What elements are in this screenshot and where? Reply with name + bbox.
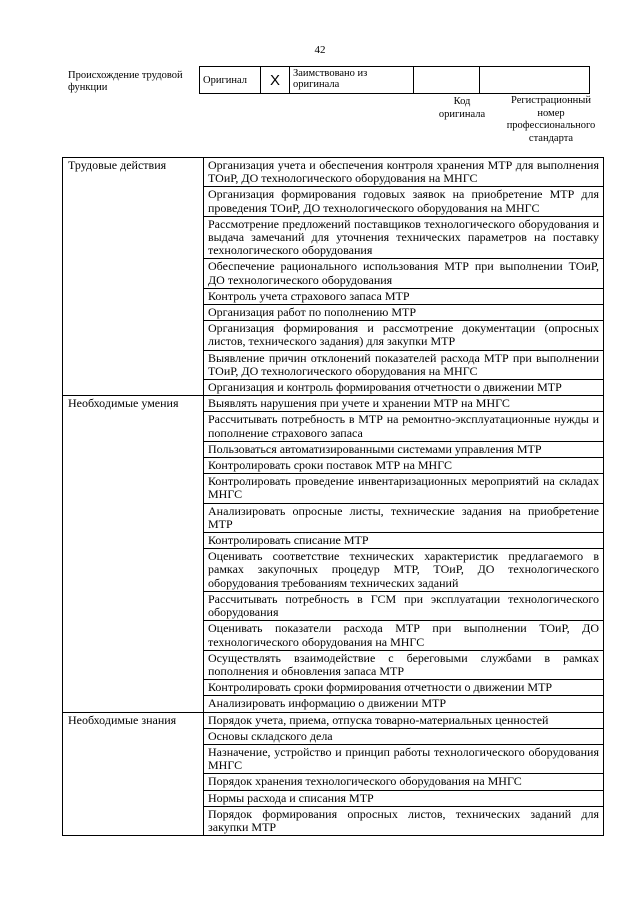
origin-label: Происхождение трудовой функции [68,70,183,93]
section-item: Нормы расхода и списания МТР [204,790,604,806]
section-item: Организация работ по пополнению МТР [204,305,604,321]
section-item: Организация формирования и рассмотрение документации (опросных листов, технического задания) для закупки МТР [204,321,604,350]
section-item: Контролировать сроки поставок МТР на МНГС [204,458,604,474]
section-title: Необходимые умения [63,396,204,712]
section-item: Порядок хранения технологического оборудования на МНГС [204,774,604,790]
function-table [62,157,604,836]
section-title: Необходимые знания [63,712,204,836]
origin-table [199,66,590,94]
reg-number-caption: Регистрационный номер профессионального стандарта [506,95,596,144]
section-item: Организация учета и обеспечения контроля хранения МТР для выполнения ТОиР, ДО технологического оборудования на МНГС [204,158,604,187]
section-item: Основы складского дела [204,728,604,744]
original-mark: X [261,67,290,94]
section-item: Выявление причин отклонений показателей расхода МТР при выполнении ТОиР, ДО технологического оборудования на МНГС [204,350,604,379]
reg-number-cell [480,67,590,94]
section-item: Оценивать показатели расхода МТР при выполнении ТОиР, ДО технологического оборудования на МНГС [204,621,604,650]
borrowed-cell: Заимствовано из оригинала [290,67,414,94]
section-item: Анализировать опросные листы, технические задания на приобретение МТР [204,503,604,532]
section-item: Контролировать проведение инвентаризационных мероприятий на складах МНГС [204,474,604,503]
section-item: Назначение, устройство и принцип работы технологического оборудования МНГС [204,744,604,773]
page-number: 42 [314,44,326,56]
section-item: Выявлять нарушения при учете и хранении МТР на МНГС [204,396,604,412]
section-item: Контролировать сроки формирования отчетности о движении МТР [204,680,604,696]
section-item: Рассчитывать потребность в ГСМ при эксплуатации технологического оборудования [204,591,604,620]
table-row [63,158,604,187]
section-item: Организация формирования годовых заявок на приобретение МТР для проведения ТОиР, ДО технологического оборудования на МНГС [204,187,604,216]
original-cell: Оригинал [200,67,261,94]
section-title: Трудовые действия [63,158,204,396]
section-item: Порядок формирования опросных листов, технических заданий для закупки МТР [204,806,604,835]
section-item: Контролировать списание МТР [204,533,604,549]
section-item: Рассчитывать потребность в МТР на ремонтно-эксплуатационные нужды и пополнение страхового запаса [204,412,604,441]
code-caption: Код оригинала [438,96,486,120]
section-item: Осуществлять взаимодействие с береговыми службами в рамках пополнения и обновления запаса МТР [204,650,604,679]
section-item: Порядок учета, приема, отпуска товарно-материальных ценностей [204,712,604,728]
section-item: Контроль учета страхового запаса МТР [204,288,604,304]
section-item: Рассмотрение предложений поставщиков технологического оборудования и выдача замечаний для уточнения технических параметров на поставку технологического оборудования [204,216,604,259]
section-item: Анализировать информацию о движении МТР [204,696,604,712]
section-item: Обеспечение рационального использования МТР при выполнении ТОиР, ДО технологического оборудования [204,259,604,288]
section-item: Оценивать соответствие технических характеристик предлагаемого в рамках закупочных процедур МТР, ТОиР, ДО технологического оборудования требованиям технических заданий [204,549,604,592]
table-row [63,396,604,412]
code-cell [414,67,480,94]
section-item: Пользоваться автоматизированными системами управления МТР [204,441,604,457]
section-item: Организация и контроль формирования отчетности о движении МТР [204,380,604,396]
table-row [63,712,604,728]
